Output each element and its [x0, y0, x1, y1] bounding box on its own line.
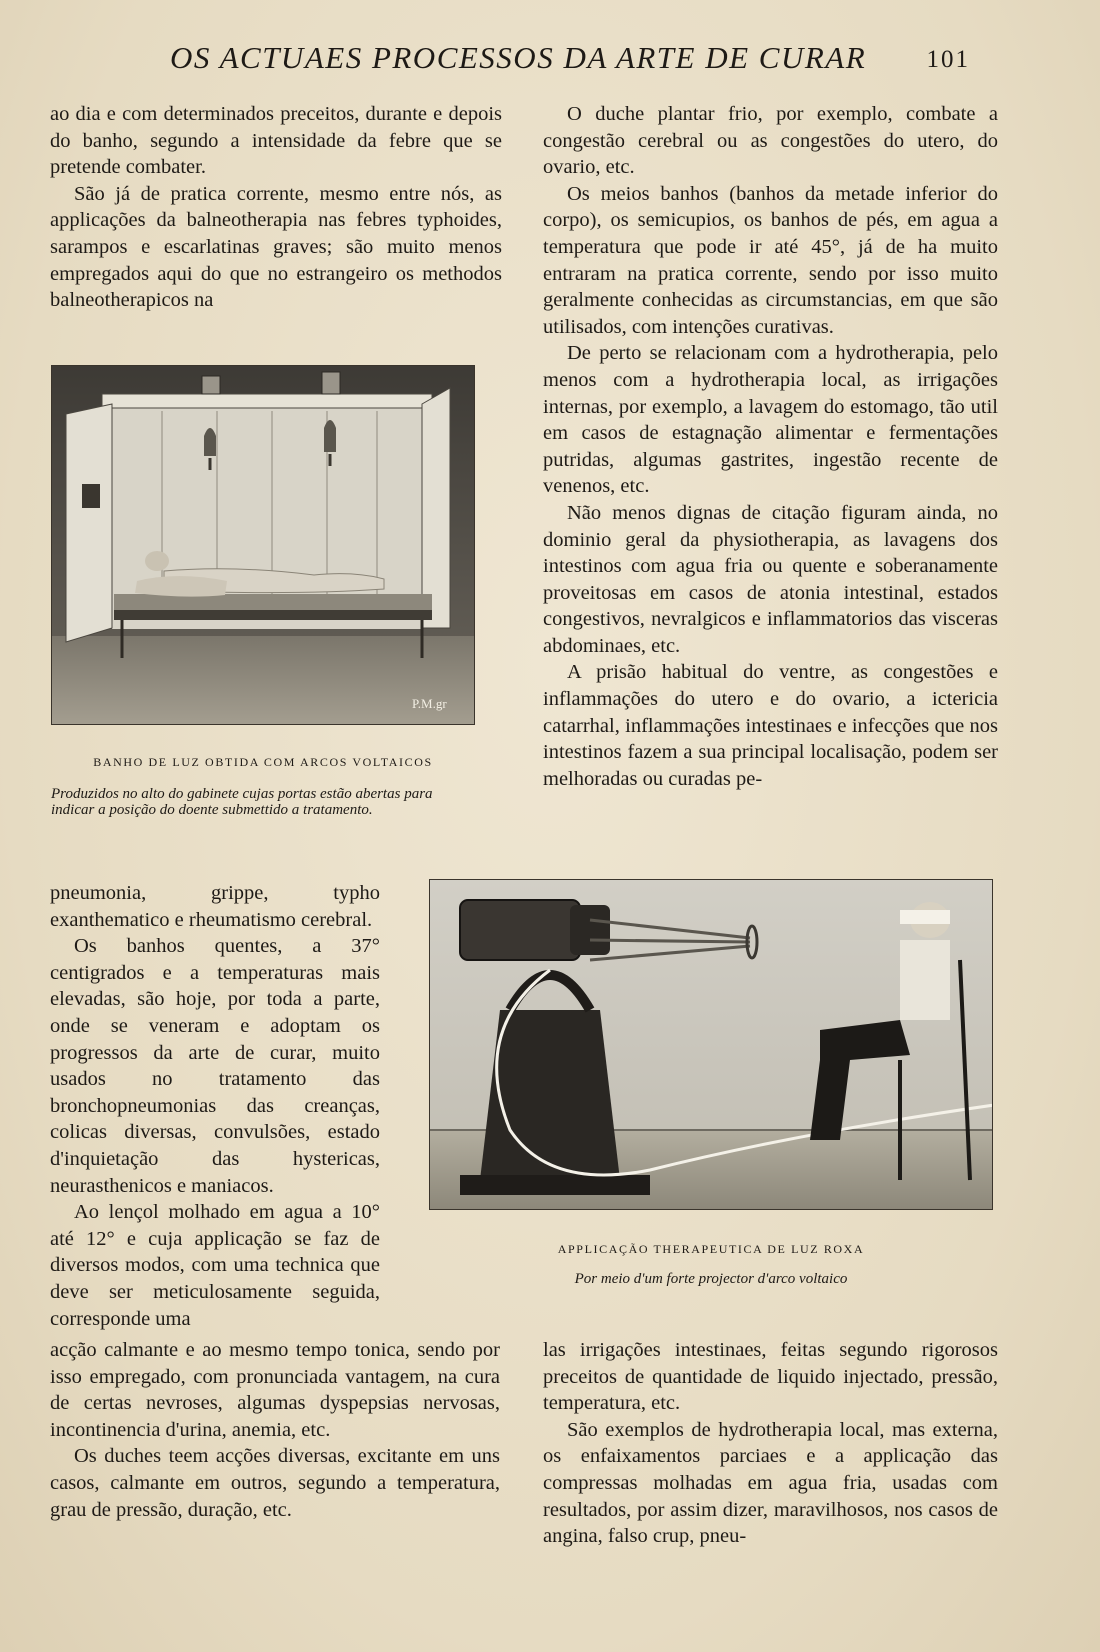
engraver-signature: P.M.gr — [412, 696, 447, 711]
paragraph: Não menos dignas de citação figuram ainda, no dominio geral da physiotherapia, as lavagens dos intestinos com agua fria ou quente e soberanamente proveitosas em casos de atonia intestinal, estados congestivos, nevralgicos e inflammatorios das visceras abdominaes, etc. — [543, 501, 998, 657]
light-bath-illustration — [52, 366, 474, 724]
right-column-bottom — [543, 1337, 998, 1550]
photo-violet-light — [429, 879, 993, 1210]
paragraph: São exemplos de hydrotherapia local, mas externa, os enfaixamentos parciaes e a applicação das compressas molhadas em agua fria, usadas com resultados, por assim dizer, maravilhosos, nos casos de angina, falso crup, pneu- — [543, 1418, 998, 1548]
photo-light-bath — [51, 365, 475, 725]
paragraph: A prisão habitual do ventre, as congestões e inflammações do utero e do ovario, a ictericia catarrhal, inflammações intestinaes e infecções que nos intestinos fazem a sua principal localisação, podem ser melhoradas ou curadas pe- — [543, 661, 998, 790]
left-column-top — [50, 101, 502, 314]
running-title: OS ACTUAES PROCESSOS DA ARTE DE CURAR — [170, 40, 867, 75]
left-column-bottom-wide — [50, 1337, 500, 1523]
paragraph: Os meios banhos (banhos da metade inferior do corpo), os semicupios, os banhos de pés, em agua a temperatura que pode ir até 45°, já de ha muito entraram na pratica corrente, sendo por isso muito geralmente conhecidas as circumstancias, em que são utilisados, com intenções curativas. — [543, 182, 998, 338]
figure-caption-title: BANHO DE LUZ OBTIDA COM ARCOS VOLTAICOS — [93, 755, 433, 769]
paragraph: O duche plantar frio, por exemplo, combate a congestão cerebral ou as congestões do utero, do ovario, etc. — [543, 103, 998, 179]
figure-light-bath — [51, 365, 475, 818]
figure-caption-description: Por meio d'um forte projector d'arco voltaico — [574, 1271, 848, 1287]
paragraph: São já de pratica corrente, mesmo entre nós, as applicações da balneotherapia nas febres typhoides, sarampos e escarlatinas graves; são muito menos empregados aqui do que no estrangeiro os methodos balneotherapicos na — [50, 182, 502, 312]
paragraph: De perto se relacionam com a hydrotherapia, pelo menos com a hydrotherapia local, as irrigações internas, por exemplo, a lavagem do estomago, tão util em casos de estagnação alimentar e fermentações putridas, algumas gastrites, ingestão recente de venenos, etc. — [543, 342, 998, 498]
figure-violet-light — [429, 879, 993, 1287]
figure-caption-title: APPLICAÇÃO THERAPEUTICA DE LUZ ROXA — [557, 1242, 865, 1256]
violet-light-illustration — [430, 880, 992, 1209]
paragraph: pneumonia, grippe, typho exanthematico e rheumatismo cerebral. — [50, 882, 380, 931]
figure-caption-description: Produzidos no alto do gabinete cujas portas estão abertas para indicar a posição do doente submettido a tratamento. — [51, 786, 433, 818]
left-column-bottom-narrow — [50, 880, 380, 1332]
running-head — [150, 38, 970, 78]
right-column-top — [543, 101, 998, 792]
paragraph: Os banhos quentes, a 37° centigrados e a temperaturas mais elevadas, são hoje, por toda a parte, onde se veneram e adoptam os progressos da arte de curar, muito usados no tratamento das bronchopneumonias das creanças, colicas diversas, convulsões, estado d'inquietação das hystericas, neurasthenicos e maniacos. — [50, 935, 380, 1197]
paragraph: Os duches teem acções diversas, excitante em uns casos, calmante em outros, segundo a temperatura, grau de pressão, duração, etc. — [50, 1445, 500, 1521]
paragraph: las irrigações intestinaes, feitas segundo rigorosos preceitos de quantidade de liquido injectado, pressão, temperatura, etc. — [543, 1339, 998, 1415]
paragraph: acção calmante e ao mesmo tempo tonica, sendo por isso empregado, com pronunciada vantagem, na cura de certas nevroses, algumas dyspepsias nervosas, incontinencia d'urina, anemia, etc. — [50, 1339, 500, 1441]
page-number: 101 — [926, 46, 970, 73]
paragraph: Ao lençol molhado em agua a 10° até 12° e cuja applicação se faz de diversos modos, com uma technica que deve ser meticulosamente seguida, corresponde uma — [50, 1201, 380, 1330]
paragraph: ao dia e com determinados preceitos, durante e depois do banho, segundo a intensidade da febre que se pretende combater. — [50, 103, 502, 179]
